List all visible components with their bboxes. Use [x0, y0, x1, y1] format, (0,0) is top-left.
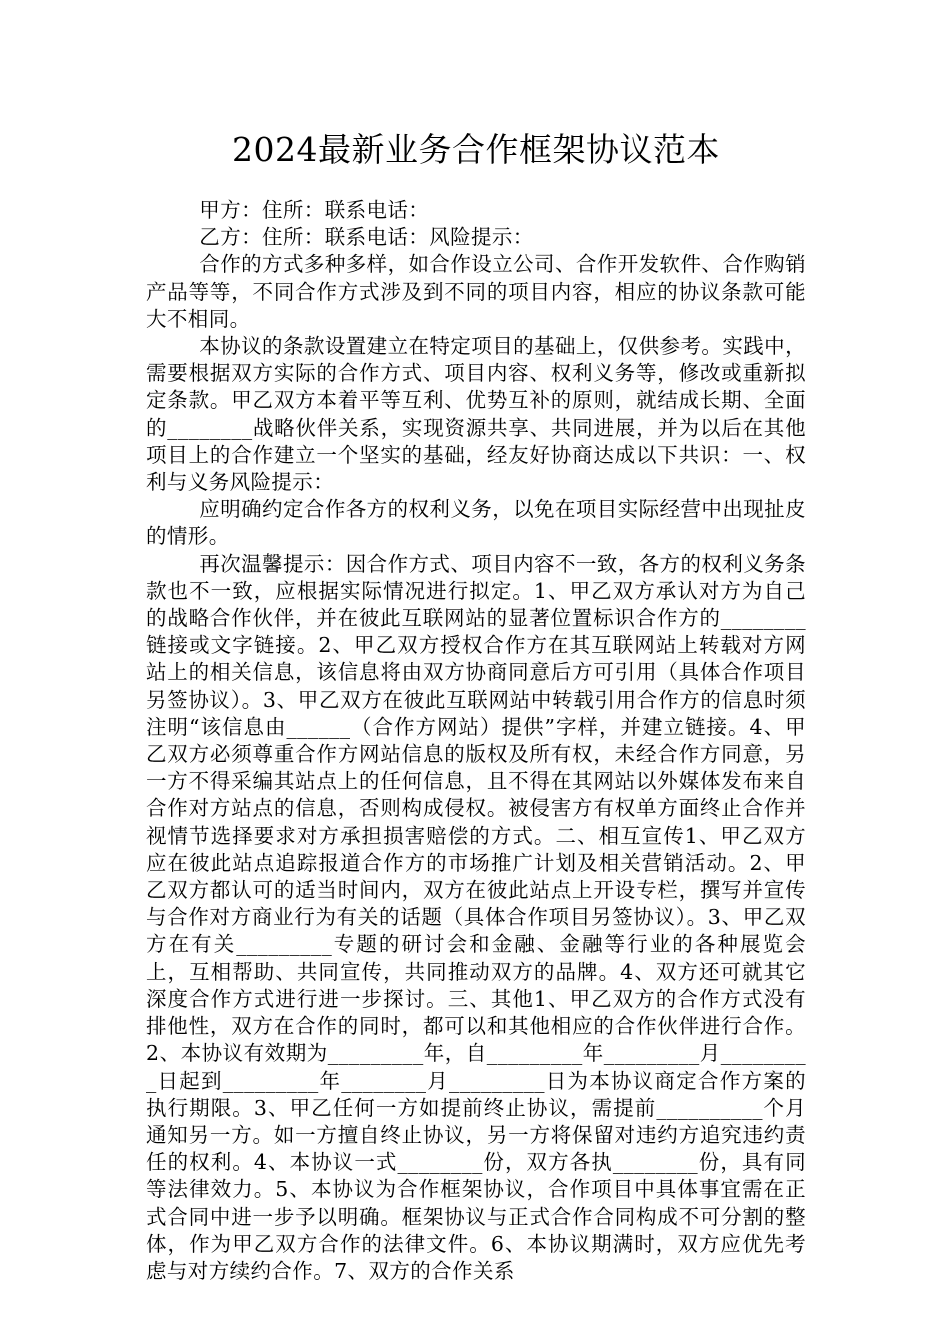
preamble-paragraph: 本协议的条款设置建立在特定项目的基础上，仅供参考。实践中，需要根据双方实际的合作方式、项目内容、权利义务等，修改或重新拟定条款。甲乙双方本着平等互利、优势互补的原则，就结成长期、全面的________战略伙伴关系，实现资源共享、共同进展，并为以后在其他项目上的合作建立一个坚实的基础，经友好协商达成以下共识：一、权利与义务风险提示： — [146, 334, 806, 495]
rights-risk-paragraph: 应明确约定合作各方的权利义务，以免在项目实际经营中出现扯皮的情形。 — [146, 497, 806, 549]
document-title: 2024最新业务合作框架协议范本 — [232, 130, 720, 169]
document-page — [146, 128, 806, 1285]
party-b-line: 乙方：住所：联系电话：风险提示： — [199, 225, 534, 250]
cooperation-methods-paragraph: 合作的方式多种多样，如合作设立公司、合作开发软件、合作购销产品等等，不同合作方式涉及到不同的项目内容，相应的协议条款可能大不相同。 — [146, 252, 806, 331]
party-a-line: 甲方：住所：联系电话： — [199, 198, 430, 222]
terms-body-paragraph: 再次温馨提示：因合作方式、项目内容不一致，各方的权利义务条款也不一致，应根据实际情况进行拟定。1、甲乙双方承认对方为自己的战略合作伙伴，并在彼此互联网站的显著位置标识合作方的________链接或文字链接。2、甲乙双方授权合作方在其互联网站上转载对方网站上的相关信息，该信息将由双方协商同意后方可引用（具体合作项目另签协议）。3、甲乙双方在彼此互联网站中转载引用合作方的信息时须注明“该信息由______（合作方网站）提供”字样，并建立链接。4、甲乙双方必须尊重合作方网站信息的版权及所有权，未经合作方同意，另一方不得采编其站点上的任何信息，且不得在其网站以外媒体发布来自合作对方站点的信息，否则构成侵权。被侵害方有权单方面终止合作并视情节选择要求对方承担损害赔偿的方式。二、相互宣传1、甲乙双方应在彼此站点追踪报道合作方的市场推广计划及相关营销活动。2、甲乙双方都认可的适当时间内，双方在彼此站点上开设专栏，撰写并宣传与合作对方商业行为有关的话题（具体合作项目另签协议）。3、甲乙双方在有关_________专题的研讨会和金融、金融等行业的各种展览会上，互相帮助、共同宣传，共同推动双方的品牌。4、双方还可就其它深度合作方式进行进一步探讨。三、其他1、甲乙双方的合作方式没有排他性，双方在合作的同时，都可以和其他相应的合作伙伴进行合作。2、本协议有效期为_________年，自_________年_________月_________日起到_________年________月_________日为本协议商定合作方案的执行期限。3、甲乙任何一方如提前终止协议，需提前__________个月通知另一方。如一方擅自终止协议，另一方将保留对违约方追究违约责任的权利。4、本协议一式________份，双方各执________份，具有同等法律效力。5、本协议为合作框架协议，合作项目中具体事宜需在正式合同中进一步予以明确。框架协议与正式合作合同构成不可分割的整体，作为甲乙双方合作的法律文件。6、本协议期满时，双方应优先考虑与对方续约合作。7、双方的合作关系 — [146, 551, 806, 1283]
